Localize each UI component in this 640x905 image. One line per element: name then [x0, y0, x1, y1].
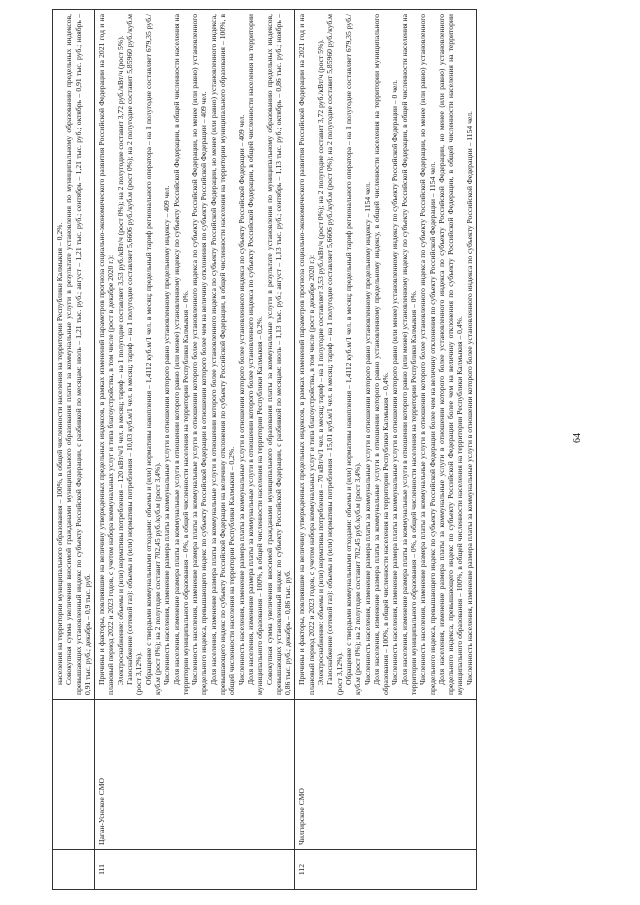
- paragraph: Доля населения, изменение размера платы за коммунальные услуги в отношении которого равно (или менее) установленному индексу по субъекту Российской Федерации, в общей численности населения на территории муниципального образования – 0%, в общей численности населения на территории Республики Калмыкия – 0%.: [171, 14, 190, 695]
- row-description: [295, 10, 477, 700]
- rotated-table-container: [52, 10, 600, 890]
- paragraph: Доля населения, изменение размера платы за коммунальные услуги в отношении которого более установленного индекса по субъекту Российской Федерации, но менее (или равно) установленного индекса, превышающего индекс по субъекту Российской Федерации на величину отклонения по субъекту Российской Федерации, в общей численности населения на территории муниципального образования – 100%, в общей численности населения на территории Республики Калмыкия – 0,2%.: [208, 14, 237, 695]
- paragraph: Доля населения, изменение размера платы за коммунальные услуги в отношении которого равно установленному предельному индексу, в общей численности населения на территории муниципального образования – 100%, в общей численности населения на территории Республики Калмыкия – 0,4%.: [371, 14, 391, 695]
- paragraph: Численность населения, изменение размера платы за коммунальные услуги в отношении которого равно установленному предельному индексу – 1154 чел.: [362, 182, 372, 685]
- municipality-name: [53, 700, 95, 850]
- paragraph: Обращение с твердыми коммунальными отходами: объемы и (или) нормативы накопления – 1,4112 куб.м/1 чел. в месяц; предельный тариф регионального оператора – на 1 полугодие составляет 679,35 руб./куб.м (рост 0%); на 2 полугодие составит 702,45 руб./куб.м (рост 3,4%).: [343, 14, 363, 695]
- page-number: 64: [572, 433, 583, 443]
- paragraph: Газоснабжение (сетевой газ): объемы и (или) нормативы потребления – 10,03 куб.м/1 чел. в месяц; тариф – на 1 полугодие составляет 5,6606 руб./куб.м (рост 0%); на 2 полугодие составит 5,85960 руб./куб.м (рост 3,12%).: [125, 14, 144, 695]
- paragraph: Причины и факторы, повлиявшие на величину утвержденных предельных индексов, в рамках изменений параметров прогноза социально-экономического развития Российской Федерации на 2021 год и на плановый период 2022 и 2023 годов, с учетом набора коммунальных услуг и типа благоустройства, в том числе (рост в декабре 2020 г.):: [297, 14, 316, 695]
- paragraph: Доля населения, изменение размера платы за коммунальные услуги в отношении которого более установленного индекса по субъекту Российской Федерации, но менее (или равно) установленного предельного индекса, превышающего индекс по субъекту Российской Федерации более чем на величину отклонения по субъекту Российской Федерации, в общей численности населения на территории муниципального образования – 100%, в общей численности населения на территории Республики Калмыкия – 0,4%.: [436, 14, 465, 695]
- table-row: [95, 10, 295, 890]
- paragraph: Газоснабжение (сетевой газ): объемы и (или) нормативы потребления – 15,01 куб.м/1 чел. в месяц; тариф – на 1 полугодие составляет 5,6606 руб./куб.м (рост 0%); на 2 полугодие составит 5,85960 руб./куб.м (рост 3,12%).: [325, 14, 344, 695]
- municipality-name: Цаган-Уснское СМО: [95, 700, 295, 850]
- paragraph: Численность населения, изменение размера платы за коммунальные услуги в отношении которого равно (или менее) установленному индексу по субъекту Российской Федерации – 0 чел.: [390, 79, 400, 685]
- paragraph: Электроснабжение: объемы и (или) нормативы потребления – 70 кВт/ч/1 чел. в месяц; тариф – на 1 полугодие составляет 3,53 руб./кВт/ч (рост 0%); на 2 полугодие составит 3,72 руб./кВт/ч (рост 5%).: [316, 39, 326, 685]
- paragraph: Доля населения, изменение размера платы за коммунальные услуги в отношении которого более установленного индекса по субъекту Российской Федерации, в общей численности населения на территории муниципального образования – 100%, в общей численности населения на территории Республики Калмыкия – 0,2%.: [245, 14, 265, 695]
- table-row: [295, 10, 477, 890]
- paragraph: Доля населения, изменение размера платы за коммунальные услуги в отношении которого равно (или менее) установленному индексу по субъекту Российской Федерации, в общей численности населения на территории муниципального образования – 0%, в общей численности населения на территории Республики Калмыкия – 0%.: [399, 14, 418, 695]
- municipality-name: Чилгирское СМО: [295, 700, 477, 850]
- paragraph: Численность населения, изменение размера платы за коммунальные услуги в отношении которого равно установленному предельному индексу – 409 чел.: [162, 185, 172, 685]
- paragraph: Численность населения, изменение размера платы за коммунальные услуги в отношении которого более установленного индекса по субъекту Российской Федерации, но менее (или равно) установленного предельного индекса, превышающего индекс по субъекту Российской Федерации в отношении которого более чем на величину отклонения по субъекту Российской Федерации – 409 чел.: [190, 14, 209, 695]
- paragraph: Численность населения, изменение размера платы за коммунальные услуги в отношении которого более установленного индекса по субъекту Российской Федерации, но менее (или равно) установленного предельного индекса, превышающего индекс по субъекту Российской Федерации более чем на величину отклонения по субъекту Российской Федерации – 1154 чел.: [418, 14, 437, 695]
- paragraph: Электроснабжение: объемы и (или) нормативы потребления – 120 кВт/ч/1 чел. в месяц; тариф – на 1 полугодие составляет 3,53 руб./кВт/ч (рост 0%); на 2 полугодие составит 3,72 руб./кВт/ч (рост 5%).: [115, 35, 125, 685]
- paragraph: Обращение с твердыми коммунальными отходами: объемы и (или) нормативы накопления – 1,4112 куб.м/1 чел. в месяц; предельный тариф регионального оператора – на 1 полугодие составляет 679,35 руб./куб.м (рост 0%); на 2 полугодие составит 702,45 руб./куб.м (рост 3,4%).: [143, 14, 162, 695]
- municipality-table: [52, 9, 477, 890]
- row-description: [95, 10, 295, 700]
- paragraph: Причины и факторы, повлиявшие на величину утвержденных предельных индексов, в рамках изменений параметров прогноза социально-экономического развития Российской Федерации на 2021 год и на плановый период 2022 и 2023 годов, с учетом набора коммунальных услуг и типа благоустройства, в том числе (рост в декабре 2020 г.):: [97, 14, 116, 695]
- row-number: 112: [295, 850, 477, 890]
- table-body: [53, 10, 477, 890]
- row-number: [53, 850, 95, 890]
- row-number: 111: [95, 850, 295, 890]
- paragraph: Совокупная сумма увеличения вносимой гражданами муниципального образования платы за коммунальные услуги в результате установления по муниципальному образованию предельных индексов, превышающих установленный индекс по субъекту Российской Федерации, с разбивкой по месяцам: июль – 1,21 тыс. руб.; август – 1,21 тыс. руб.; сентябрь – 1,21 тыс. руб.; октябрь – 0,91 тыс. руб.; ноябрь – 0,91 тыс. руб.; декабрь – 0,9 тыс. руб.: [64, 14, 92, 695]
- paragraph: Совокупная сумма увеличения вносимой гражданами муниципального образования платы за коммунальные услуги в результате установления по муниципальному образованию предельных индексов, превышающих установленный индекс по субъекту Российской Федерации, с разбивкой по месяцам: июль – 1,13 тыс. руб.; август – 1,13 тыс. руб.; сентябрь – 1,13 тыс. руб.; октябрь – 0,86 тыс. руб.; ноябрь – 0,86 тыс. руб.; декабрь – 0,86 тыс. руб.: [264, 14, 293, 695]
- paragraph: населения на территории муниципального образования – 100%, в общей численности населения на территории Республики Калмыкия – 0,2%.: [55, 222, 64, 685]
- table-row: [53, 10, 95, 890]
- paragraph: Численность населения, изменение размера платы за коммунальные услуги в отношении которого более установленного индекса по субъекту Российской Федерации – 409 чел.: [236, 114, 246, 685]
- row-description: [53, 10, 95, 700]
- paragraph: Численность населения, изменение размера платы за коммунальные услуги в отношении которого более установленного индекса по субъекту Российской Федерации – 1154 чел.: [464, 111, 474, 685]
